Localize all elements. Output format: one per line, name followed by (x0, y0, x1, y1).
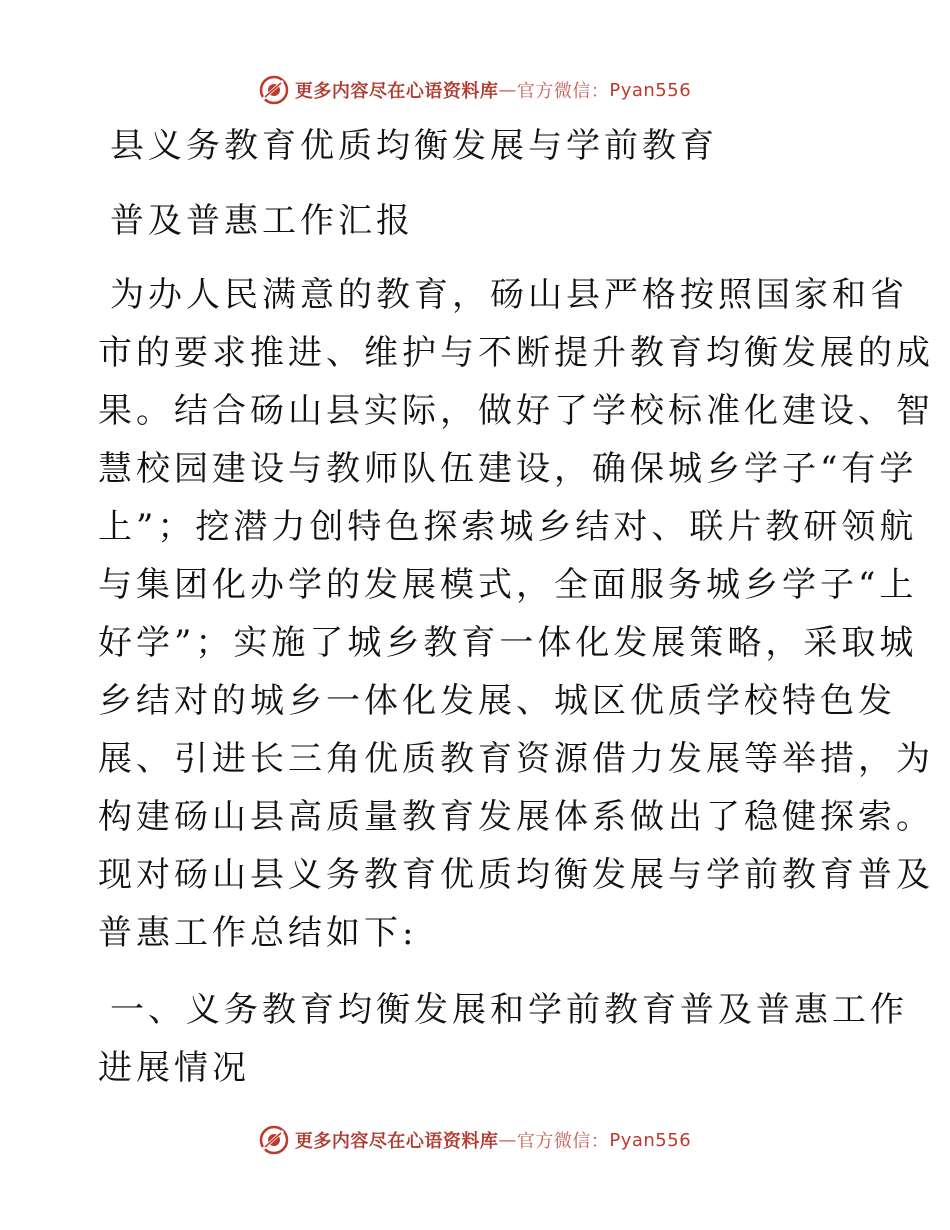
body-line: 与集团化办学的发展模式，全面服务城乡学子“上 (98, 565, 918, 605)
body-line: 慧校园建设与教师队伍建设，确保城乡学子“有学 (98, 449, 918, 489)
watermark-wechat-id: Pyan556 (609, 1129, 692, 1151)
footer-watermark (0, 1122, 950, 1158)
watermark-wechat-id: Pyan556 (609, 79, 692, 101)
body-line: 为办人民满意的教育，砀山县严格按照国家和省 (110, 275, 908, 315)
section-heading-line-1: 一、义务教育均衡发展和学前教育普及普惠工作 (110, 990, 908, 1030)
watermark-contact-label: 官方微信： (516, 81, 610, 102)
brand-logo-icon (259, 75, 289, 105)
body-line: 展、引进长三角优质教育资源借力发展等举措，为 (98, 739, 934, 779)
body-line: 普惠工作总结如下: (98, 913, 418, 953)
header-watermark (0, 72, 950, 108)
watermark-separator: — (498, 1129, 517, 1151)
watermark-main-text: 更多内容尽在心语资料库 (294, 1131, 499, 1152)
watermark-contact-label: 官方微信： (516, 1131, 610, 1152)
section-heading-line-2: 进展情况 (98, 1048, 250, 1088)
body-line: 上”；挖潜力创特色探索城乡结对、联片教研领航 (98, 507, 918, 547)
document-title-line-1: 县义务教育优质均衡发展与学前教育 (110, 126, 718, 166)
body-line: 好学”；实施了城乡教育一体化发展策略，采取城 (98, 623, 918, 663)
body-line: 市的要求推进、维护与不断提升教育均衡发展的成 (98, 333, 934, 373)
watermark-separator: — (498, 79, 517, 101)
document-title-line-2: 普及普惠工作汇报 (110, 201, 414, 241)
body-line: 果。结合砀山县实际，做好了学校标准化建设、智 (98, 391, 934, 431)
body-line: 现对砀山县义务教育优质均衡发展与学前教育普及 (98, 855, 934, 895)
body-line: 构建砀山县高质量教育发展体系做出了稳健探索。 (98, 797, 934, 837)
watermark-main-text: 更多内容尽在心语资料库 (294, 81, 499, 102)
body-line: 乡结对的城乡一体化发展、城区优质学校特色发 (98, 681, 896, 721)
brand-logo-icon (259, 1125, 289, 1155)
